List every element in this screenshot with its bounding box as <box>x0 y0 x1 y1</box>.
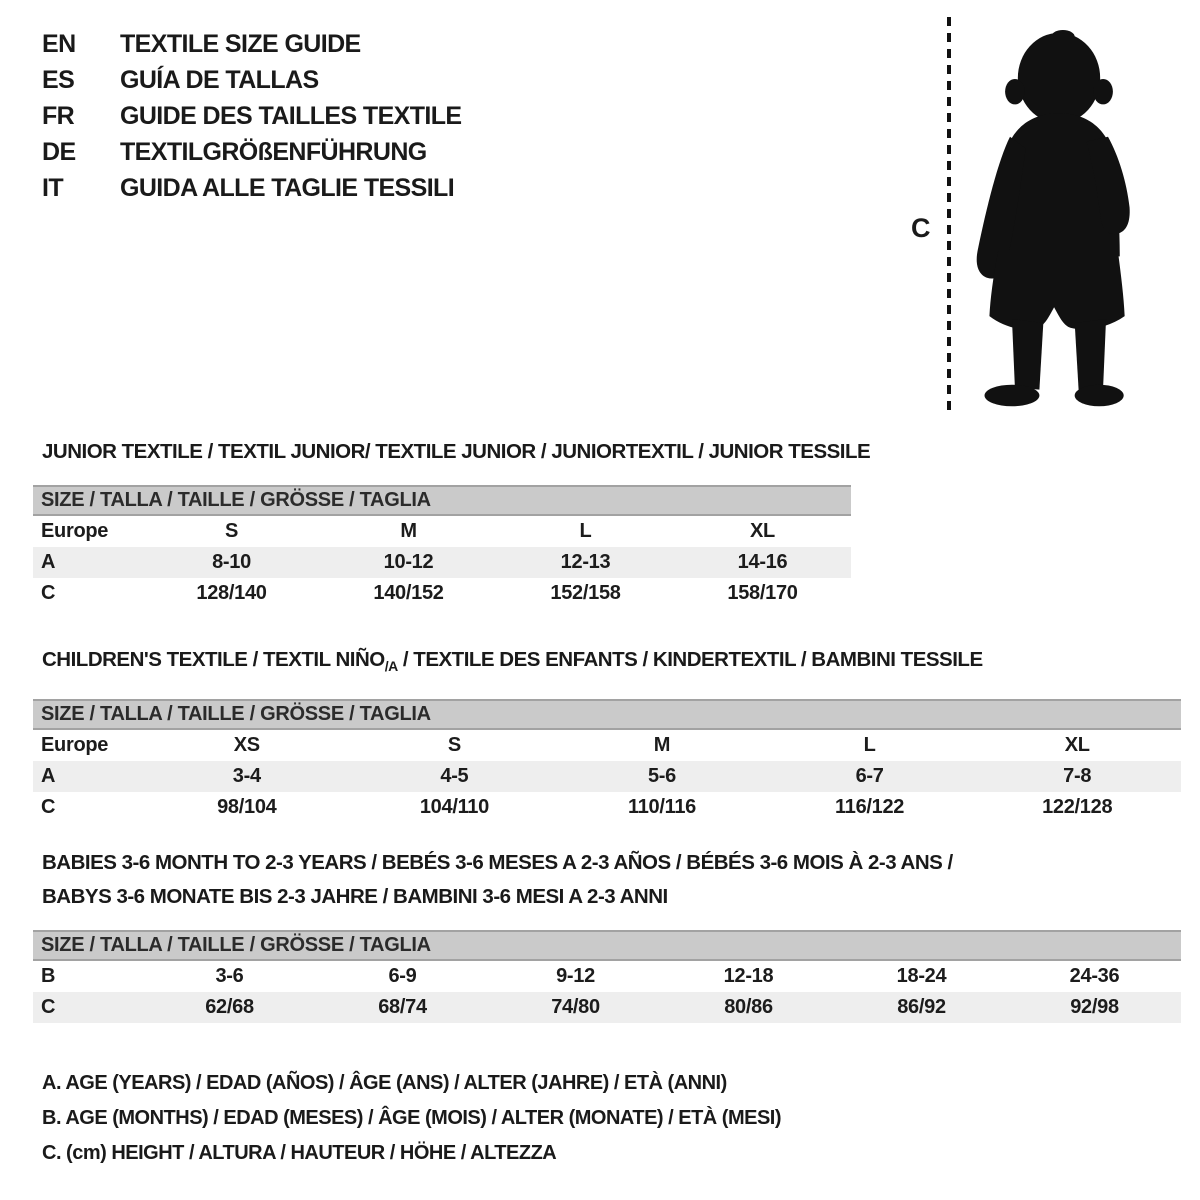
language-row <box>42 98 462 134</box>
title-text: / TEXTILE DES ENFANTS / KINDERTEXTIL / BAMBINI TESSILE <box>397 648 983 671</box>
size-cell: 92/98 <box>1070 996 1119 1018</box>
row-label: C <box>41 582 56 604</box>
size-cell: 3-6 <box>215 965 244 987</box>
size-cell: 68/74 <box>378 996 427 1018</box>
size-cell: 62/68 <box>205 996 254 1018</box>
section-title <box>33 643 1181 683</box>
row-label: Europe <box>41 520 109 542</box>
size-cell: 104/110 <box>419 796 489 819</box>
table-row <box>33 960 1181 992</box>
size-cell: S <box>224 520 239 542</box>
title-text: JUNIOR TEXTILE / TEXTIL JUNIOR/ TEXTILE JUNIOR / JUNIORTEXTIL / JUNIOR TESSILE <box>42 440 871 463</box>
language-label: GUIDA ALLE TAGLIE TESSILI <box>120 174 455 202</box>
size-table <box>33 699 1181 823</box>
row-label: B <box>41 965 56 987</box>
section-title <box>33 846 1181 914</box>
language-code: DE <box>42 138 76 166</box>
height-figure <box>903 15 1165 427</box>
size-cell: 3-4 <box>232 765 261 788</box>
size-cell: L <box>579 520 592 542</box>
size-cell: 5-6 <box>647 765 676 788</box>
language-code: ES <box>42 66 75 94</box>
size-cell: 8-10 <box>212 551 251 573</box>
section-title-line <box>42 435 871 469</box>
title-subscript: /A <box>384 658 398 675</box>
title-text: CHILDREN'S TEXTILE / TEXTIL NIÑO <box>42 648 385 671</box>
size-cell: 110/116 <box>627 796 696 819</box>
size-cell: 98/104 <box>217 796 277 819</box>
language-label: TEXTILE SIZE GUIDE <box>120 30 361 58</box>
size-section-2 <box>33 846 1181 1023</box>
row-label: A <box>41 551 56 573</box>
language-row <box>42 134 462 170</box>
language-label: TEXTILGRÖßENFÜHRUNG <box>120 138 427 166</box>
section-title-line <box>42 643 1181 683</box>
language-code: FR <box>42 102 75 130</box>
language-row <box>42 62 462 98</box>
table-row <box>33 578 851 609</box>
section-title <box>33 435 871 469</box>
title-text: BABYS 3-6 MONATE BIS 2-3 JAHRE / BAMBINI 3-6 MESI A 2-3 ANNI <box>42 885 668 908</box>
section-title-line <box>42 880 1181 914</box>
size-cell: XL <box>1064 734 1090 757</box>
row-label: Europe <box>41 734 109 757</box>
language-label: GUÍA DE TALLAS <box>120 66 319 94</box>
size-cell: 140/152 <box>373 582 444 604</box>
language-label: GUIDE DES TAILLES TEXTILE <box>120 102 462 130</box>
table-row <box>33 761 1181 792</box>
title-text: BABIES 3-6 MONTH TO 2-3 YEARS / BEBÉS 3-6 MESES A 2-3 AÑOS / BÉBÉS 3-6 MOIS À 2-3 ANS / <box>42 851 953 874</box>
legend-line: C. (cm) HEIGHT / ALTURA / HAUTEUR / HÖHE / ALTEZZA <box>42 1142 557 1164</box>
size-table-header: SIZE / TALLA / TAILLE / GRÖSSE / TAGLIA <box>33 700 1181 729</box>
size-cell: 116/122 <box>835 796 905 819</box>
size-cell: L <box>863 734 876 757</box>
legend <box>42 1066 781 1171</box>
size-cell: 152/158 <box>550 582 621 604</box>
size-cell: 10-12 <box>383 551 434 573</box>
size-cell: 6-7 <box>855 765 884 788</box>
language-code: EN <box>42 30 76 58</box>
row-label: C <box>41 796 56 819</box>
size-section-1 <box>33 643 1181 823</box>
size-cell: 12-18 <box>723 965 774 987</box>
size-table-header: SIZE / TALLA / TAILLE / GRÖSSE / TAGLIA <box>33 931 1181 960</box>
size-cell: 128/140 <box>196 582 267 604</box>
size-cell: 9-12 <box>556 965 595 987</box>
size-cell: 122/128 <box>1042 796 1113 819</box>
size-cell: 6-9 <box>388 965 417 987</box>
size-cell: 74/80 <box>551 996 600 1018</box>
size-cell: 7-8 <box>1063 765 1092 788</box>
size-cell: M <box>400 520 417 542</box>
height-dashed-line <box>947 17 951 417</box>
size-cell: 80/86 <box>724 996 773 1018</box>
size-cell: M <box>653 734 671 757</box>
size-table <box>33 930 1181 1023</box>
size-cell: 86/92 <box>897 996 946 1018</box>
size-cell: 14-16 <box>737 551 788 573</box>
legend-line: A. AGE (YEARS) / EDAD (AÑOS) / ÂGE (ANS) / ALTER (JAHRE) / ETÀ (ANNI) <box>42 1072 727 1094</box>
language-row <box>42 170 462 206</box>
section-title-line <box>42 846 1181 880</box>
table-row <box>33 792 1181 823</box>
toddler-silhouette-icon <box>961 23 1157 423</box>
size-table-header: SIZE / TALLA / TAILLE / GRÖSSE / TAGLIA <box>33 486 851 515</box>
size-cell: 4-5 <box>440 765 469 788</box>
size-section-0 <box>33 435 871 609</box>
table-row <box>33 729 1181 761</box>
language-list <box>42 26 462 206</box>
size-cell: 12-13 <box>560 551 611 573</box>
table-row <box>33 515 851 547</box>
row-label: C <box>41 996 56 1018</box>
size-cell: 24-36 <box>1069 965 1120 987</box>
legend-line: B. AGE (MONTHS) / EDAD (MESES) / ÂGE (MOIS) / ALTER (MONATE) / ETÀ (MESI) <box>42 1107 782 1129</box>
size-cell: S <box>447 734 461 757</box>
size-cell: XL <box>750 520 775 542</box>
table-row <box>33 547 851 578</box>
size-cell: 158/170 <box>727 582 798 604</box>
height-measure-label: C <box>911 213 931 243</box>
size-cell: XS <box>233 734 260 757</box>
table-row <box>33 992 1181 1023</box>
size-table <box>33 485 851 609</box>
language-code: IT <box>42 174 64 202</box>
language-row <box>42 26 462 62</box>
row-label: A <box>41 765 56 788</box>
size-cell: 18-24 <box>896 965 947 987</box>
